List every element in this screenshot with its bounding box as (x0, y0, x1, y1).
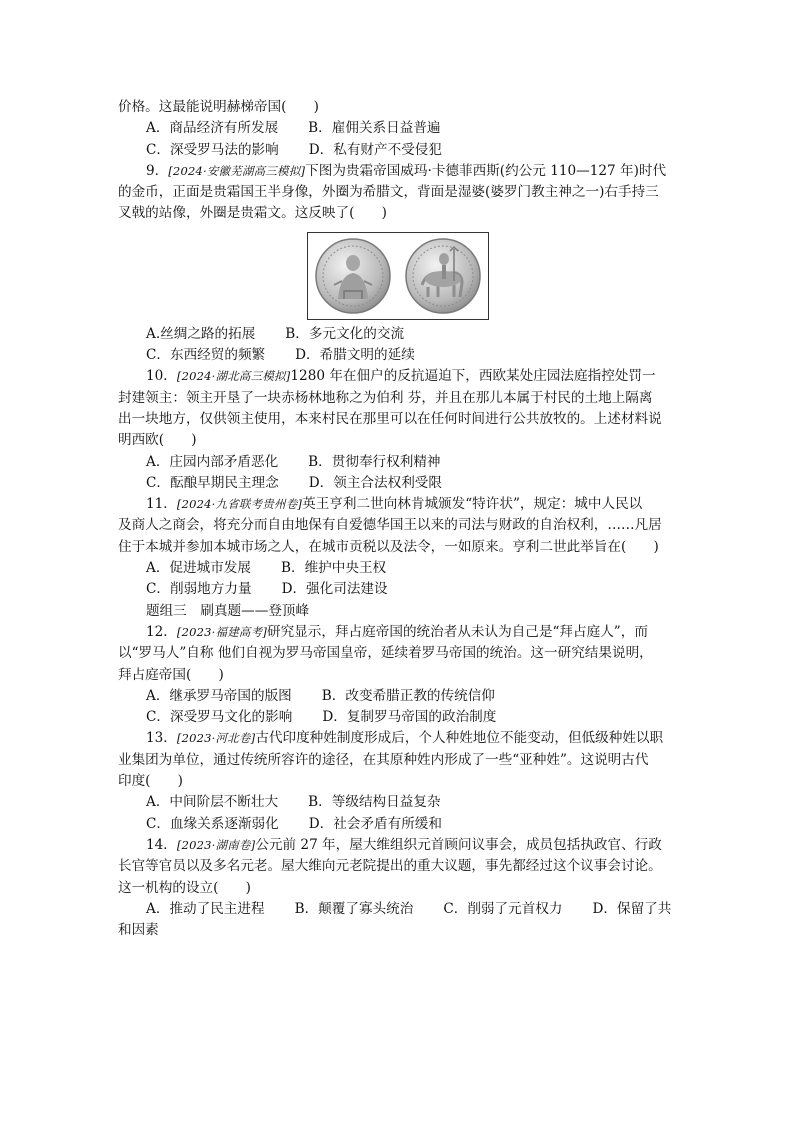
q8-option-a[interactable]: A．商品经济有所发展 (146, 120, 279, 137)
q9-source: [2024·安徽芜湖高三模拟] (168, 163, 306, 178)
q12-option-d[interactable]: D．复制罗马帝国的政治制度 (322, 709, 497, 726)
q10-option-a[interactable]: A．庄园内部矛盾恶化 (146, 453, 279, 470)
q13-options-row2 (118, 814, 678, 835)
q9-option-d[interactable]: D．希腊文明的延续 (295, 347, 415, 364)
q14-source: [2023·湖南卷] (176, 837, 256, 852)
q13-source: [2023·河北卷] (176, 731, 256, 746)
q11-number: 11． (146, 496, 177, 513)
q14-option-b[interactable]: B．颠覆了寡头统治 (294, 900, 414, 917)
q12-stem-line1 (118, 622, 678, 643)
q9-number: 9． (146, 162, 169, 179)
coin-obverse-image (314, 237, 392, 315)
q10-option-b[interactable]: B．贯彻奉行权利精神 (308, 453, 441, 470)
q9-stem-line2: 的金币，正面是贵霜国王半身像，外圈为希腊文，背面是湿婆(婆罗门教主神之一)右手持三 (118, 184, 659, 201)
q10-stem-line4: 明西欧( ) (118, 432, 197, 449)
q8-option-d[interactable]: D．私有财产不受侵犯 (308, 141, 442, 158)
q10-options-row1 (118, 452, 678, 473)
q9-option-b[interactable]: B．多元文化的交流 (285, 325, 405, 342)
q10-number: 10． (146, 368, 177, 385)
q8-option-b[interactable]: B．雇佣关系日益普遍 (308, 120, 441, 137)
q14-stem-line3: 这一机构的设立( ) (118, 879, 251, 896)
q14-stem-text1: 公元前 27 年，屋大维组织元首顾问议事会，成员包括执政官、行政 (255, 836, 662, 853)
q13-options-row1 (118, 792, 678, 813)
q12-number: 12． (146, 623, 177, 640)
q14-stem-line1 (118, 835, 678, 856)
q10-options-row2 (118, 473, 678, 494)
q11-stem-line3: 住于本城并参加本城市场之人，在城市贡税以及法令，一如原来。亨利二世此举旨在( ) (118, 538, 659, 555)
q9-stem-line1 (118, 161, 678, 182)
q14-option-d-continued: 和因素 (118, 922, 159, 939)
q14-options-row1 (118, 899, 678, 920)
q13-option-c[interactable]: C．血缘关系逐渐弱化 (146, 815, 279, 832)
q12-option-c[interactable]: C．深受罗马文化的影响 (146, 709, 293, 726)
q8-options-row1 (118, 118, 678, 139)
q12-option-a[interactable]: A．继承罗马帝国的版图 (146, 687, 292, 704)
q13-stem-text1: 古代印度种姓制度形成后，个人种姓地位不能变动，但低级种姓以职 (255, 730, 664, 747)
q11-option-c[interactable]: C．削弱地方力量 (146, 581, 252, 598)
q10-source: [2024·湖北高三模拟] (176, 369, 291, 384)
q11-options-row1 (118, 558, 678, 579)
q9-stem-line3: 叉戟的站像，外圈是贵霜文。这反映了( ) (118, 205, 387, 222)
q10-stem-line3: 出一块地方，仅供领主使用，本来村民在那里可以在任何时间进行公共放牧的。上述材料说 (118, 410, 662, 427)
q12-options-row2 (118, 707, 678, 728)
q12-stem-line3: 拜占庭帝国( ) (118, 666, 224, 683)
group3-title: 题组三 刷真题——登顶峰 (146, 602, 310, 619)
q8-options-row2 (118, 140, 678, 161)
coin-reverse-image (404, 237, 482, 315)
q12-options-row1 (118, 686, 678, 707)
q12-stem-line2: 以“罗马人”自称 他们自视为罗马帝国皇帝，延续着罗马帝国的统治。这一研究结果说明， (118, 645, 653, 662)
q12-option-b[interactable]: B．改变希腊正教的传统信仰 (321, 687, 495, 704)
q10-option-d[interactable]: D．领主合法权利受限 (308, 474, 442, 491)
exam-page (118, 97, 678, 941)
q14-stem-line2: 长官等官员以及多名元老。屋大维向元老院提出的重大议题，事先都经过这个议事会讨论。 (118, 858, 662, 875)
q10-stem-text1: 1280 年在佃户的反抗逼迫下，西欧某处庄园法庭指控处罚一 (290, 368, 656, 385)
q13-stem-line2: 业集团为单位，通过传统所容许的途径，在其原种姓内形成了一些“亚种姓”。这说明古代 (118, 751, 649, 768)
q9-option-a[interactable]: A.丝绸之路的拓展 (146, 325, 256, 342)
q9-options-row1 (118, 324, 678, 345)
q10-option-c[interactable]: C．酝酿早期民主理念 (146, 474, 279, 491)
q14-option-c[interactable]: C．削弱了元首权力 (443, 900, 563, 917)
q13-option-b[interactable]: B．等级结构日益复杂 (308, 794, 441, 811)
q11-option-d[interactable]: D．强化司法建设 (281, 581, 388, 598)
q11-stem-line2: 及商人之商会，将充分而自由地保有自爱德华国王以来的司法与财政的自治权利，……凡居 (118, 517, 662, 534)
q14-option-d[interactable]: D．保留了共 (592, 900, 672, 917)
q14-number: 14． (146, 836, 177, 853)
q13-option-d[interactable]: D．社会矛盾有所缓和 (308, 815, 442, 832)
q14-option-a[interactable]: A．推动了民主进程 (146, 900, 265, 917)
q13-stem-line3: 印度( ) (118, 773, 183, 790)
q9-stem-text1: 下图为贵霜帝国威玛·卡德菲西斯(约公元 110—127 年)时代 (305, 162, 667, 179)
q9-options-row2 (118, 345, 678, 366)
q11-option-b[interactable]: B．维护中央王权 (280, 560, 387, 577)
q8-option-c[interactable]: C．深受罗马法的影响 (146, 141, 279, 158)
q12-stem-text1: 研究显示，拜占庭帝国的统治者从未认为自己是“拜占庭人”，而 (267, 623, 648, 640)
q9-option-c[interactable]: C．东西经贸的频繁 (146, 347, 266, 364)
q10-stem-line1 (118, 366, 678, 387)
q12-source: [2023·福建高考] (176, 624, 268, 639)
q11-stem-text1: 英王亨利二世向林肯城颁发“特许状”，规定：城中人民以 (302, 496, 643, 513)
q11-stem-line1 (118, 494, 678, 515)
q11-option-a[interactable]: A．促进城市发展 (146, 560, 251, 577)
q10-stem-line2: 封建领主：领主开垦了一块赤杨林地称之为伯利 芬，并且在那儿本属于村民的土地上隔离 (118, 389, 653, 406)
q8-stem-end: 价格。这最能说明赫梯帝国( ) (118, 99, 319, 115)
q13-option-a[interactable]: A．中间阶层不断壮大 (146, 794, 279, 811)
q13-stem-line1 (118, 728, 678, 749)
q11-options-row2 (118, 579, 678, 600)
q13-number: 13． (146, 730, 177, 747)
q11-source: [2024·九省联考贵州卷] (176, 497, 303, 512)
coin-image-frame (307, 232, 489, 320)
q9-figure (118, 232, 678, 320)
